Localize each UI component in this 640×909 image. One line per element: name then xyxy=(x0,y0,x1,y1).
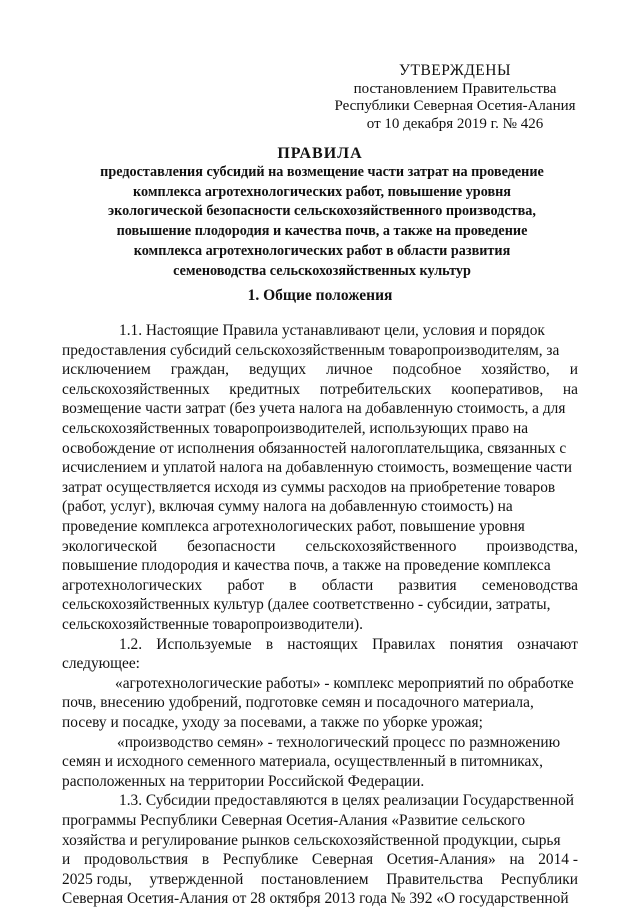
text-line: почв, внесению удобрений, подготовке семян и посадочного материала, xyxy=(62,694,534,712)
paragraph-1-1 xyxy=(62,321,578,635)
word: Используемые xyxy=(156,635,252,653)
word: 1.2. xyxy=(119,635,143,653)
text-line xyxy=(62,635,578,655)
word: продовольствия xyxy=(83,851,189,869)
text-line: «производство семян» - технологический процесс по размножению xyxy=(117,733,561,751)
text-line: «агротехнологические работы» - комплекс мероприятий по обработке xyxy=(115,674,574,692)
word: понятия xyxy=(449,635,503,653)
word: Осетия-Алания» xyxy=(386,851,496,869)
word: хозяйство, xyxy=(481,361,550,379)
text-line: сельскохозяйственных культур (далее соответственно - субсидии, затраты, xyxy=(62,596,551,614)
subtitle-line: экологической безопасности сельскохозяйственного производства, xyxy=(108,203,536,220)
word: развития xyxy=(398,576,457,594)
word: граждан, xyxy=(170,361,229,379)
text-line: семян и исходного семенного материала, осуществленный в питомниках, xyxy=(62,753,543,771)
subtitle-line: повышение плодородия и качества почв, а также на проведение xyxy=(116,223,528,240)
text-line: проведение комплекса агротехнологических работ, повышение уровня xyxy=(62,517,525,535)
approval-line: постановлением Правительства xyxy=(353,80,557,97)
definition-agrotech-works xyxy=(62,674,578,733)
text-line xyxy=(62,870,578,890)
text-line: сельскохозяйственных товаропроизводителей, использующих право на xyxy=(62,419,529,437)
text-line: затрат осуществляется исходя из суммы расходов на приобретение товаров xyxy=(62,478,556,496)
section-heading: 1. Общие положения xyxy=(247,287,393,304)
word: и xyxy=(62,851,71,869)
text-line: расположенных на территории Российской Федерации. xyxy=(62,772,425,790)
text-line: (работ, услуг), включая сумму налога на добавленную стоимость) на xyxy=(62,498,513,516)
word: Правилах xyxy=(372,635,436,653)
word: постановлением xyxy=(261,870,369,888)
text-line: 1.1. Настоящие Правила устанавливают цели, условия и порядок xyxy=(119,322,545,339)
word: семеноводства xyxy=(481,576,578,594)
text-line: предоставления субсидий сельскохозяйственным товаропроизводителям, за xyxy=(62,341,560,359)
word: агротехнологических xyxy=(62,576,203,594)
word: в xyxy=(289,576,297,594)
word: настоящих xyxy=(287,635,358,653)
word: означают xyxy=(517,635,578,653)
subtitle-line: предоставления субсидий на возмещение части затрат на проведение xyxy=(100,164,544,180)
document-title: ПРАВИЛА xyxy=(277,145,363,162)
word: сельскохозяйственного xyxy=(305,537,457,555)
document-subtitle xyxy=(62,163,582,281)
paragraph-1-2 xyxy=(62,635,578,674)
approval-line: от 10 декабря 2019 г. № 426 xyxy=(366,115,544,132)
text-line: посеву и посадке, уходу за посевами, а также по уборке урожая; xyxy=(62,713,483,731)
word: 2025 годы, xyxy=(62,870,132,888)
text-line: 1.3. Субсидии предоставляются в целях реализации Государственной xyxy=(119,792,575,810)
approval-stamp xyxy=(320,62,590,133)
text-line xyxy=(62,380,578,400)
text-line xyxy=(62,537,578,557)
text-line xyxy=(62,850,578,870)
word: потребительских xyxy=(319,380,432,398)
approval-line: Республики Северная Осетия-Алания xyxy=(334,98,576,114)
word: Республики xyxy=(500,870,578,888)
text-line: программы Республики Северная Осетия-Алания «Развитие сельского xyxy=(62,811,526,829)
text-line xyxy=(62,360,578,380)
text-line: исчислением и уплатой налога на добавленную стоимость, возмещение части xyxy=(62,459,573,477)
word: и xyxy=(569,361,578,379)
word: в xyxy=(265,635,274,653)
word: подсобное xyxy=(392,361,462,379)
definition-seed-production xyxy=(62,733,578,792)
text-line: Северная Осетия-Алания от 28 октября 2013 года № 392 «О государственной xyxy=(62,890,569,908)
paragraph-1-3 xyxy=(62,791,578,909)
word: на xyxy=(509,851,525,869)
text-line: следующее: xyxy=(62,655,140,673)
word: производства, xyxy=(486,537,578,555)
approval-heading: УТВЕРЖДЕНЫ xyxy=(399,62,511,79)
word: исключением xyxy=(62,361,151,379)
text-line: хозяйства и регулирование рынков сельскохозяйственной продукции, сырья xyxy=(62,831,561,849)
subtitle-line: семеноводства сельскохозяйственных культур xyxy=(173,262,471,279)
word: в xyxy=(201,851,210,869)
text-line: сельскохозяйственные товаропроизводители). xyxy=(62,615,364,633)
word: Правительства xyxy=(386,870,484,888)
text-line xyxy=(62,576,578,596)
word: Северная xyxy=(311,851,374,869)
word: на xyxy=(562,380,578,398)
subtitle-line: комплекса агротехнологических работ в области развития xyxy=(133,242,511,259)
word: 2014 - xyxy=(538,851,578,869)
word: Республике xyxy=(222,851,299,869)
word: работ xyxy=(227,576,265,594)
text-line: возмещение части затрат (без учета налога на добавленную стоимость, а для xyxy=(62,400,566,418)
text-line: повышение плодородия и качества почв, а также на проведение комплекса xyxy=(62,557,551,575)
word: кредитных xyxy=(229,380,301,398)
subtitle-line: комплекса агротехнологических работ, повышение уровня xyxy=(133,183,511,200)
word: утвержденной xyxy=(149,870,244,888)
word: личное xyxy=(326,361,373,379)
text-line: освобождение от исполнения обязанностей налогоплательщика, связанных с xyxy=(62,439,567,457)
word: сельскохозяйственных xyxy=(62,380,210,398)
word: кооперативов, xyxy=(451,380,544,398)
word: безопасности xyxy=(187,537,276,555)
word: экологической xyxy=(62,537,158,555)
word: ведущих xyxy=(248,361,307,379)
word: области xyxy=(321,576,374,594)
